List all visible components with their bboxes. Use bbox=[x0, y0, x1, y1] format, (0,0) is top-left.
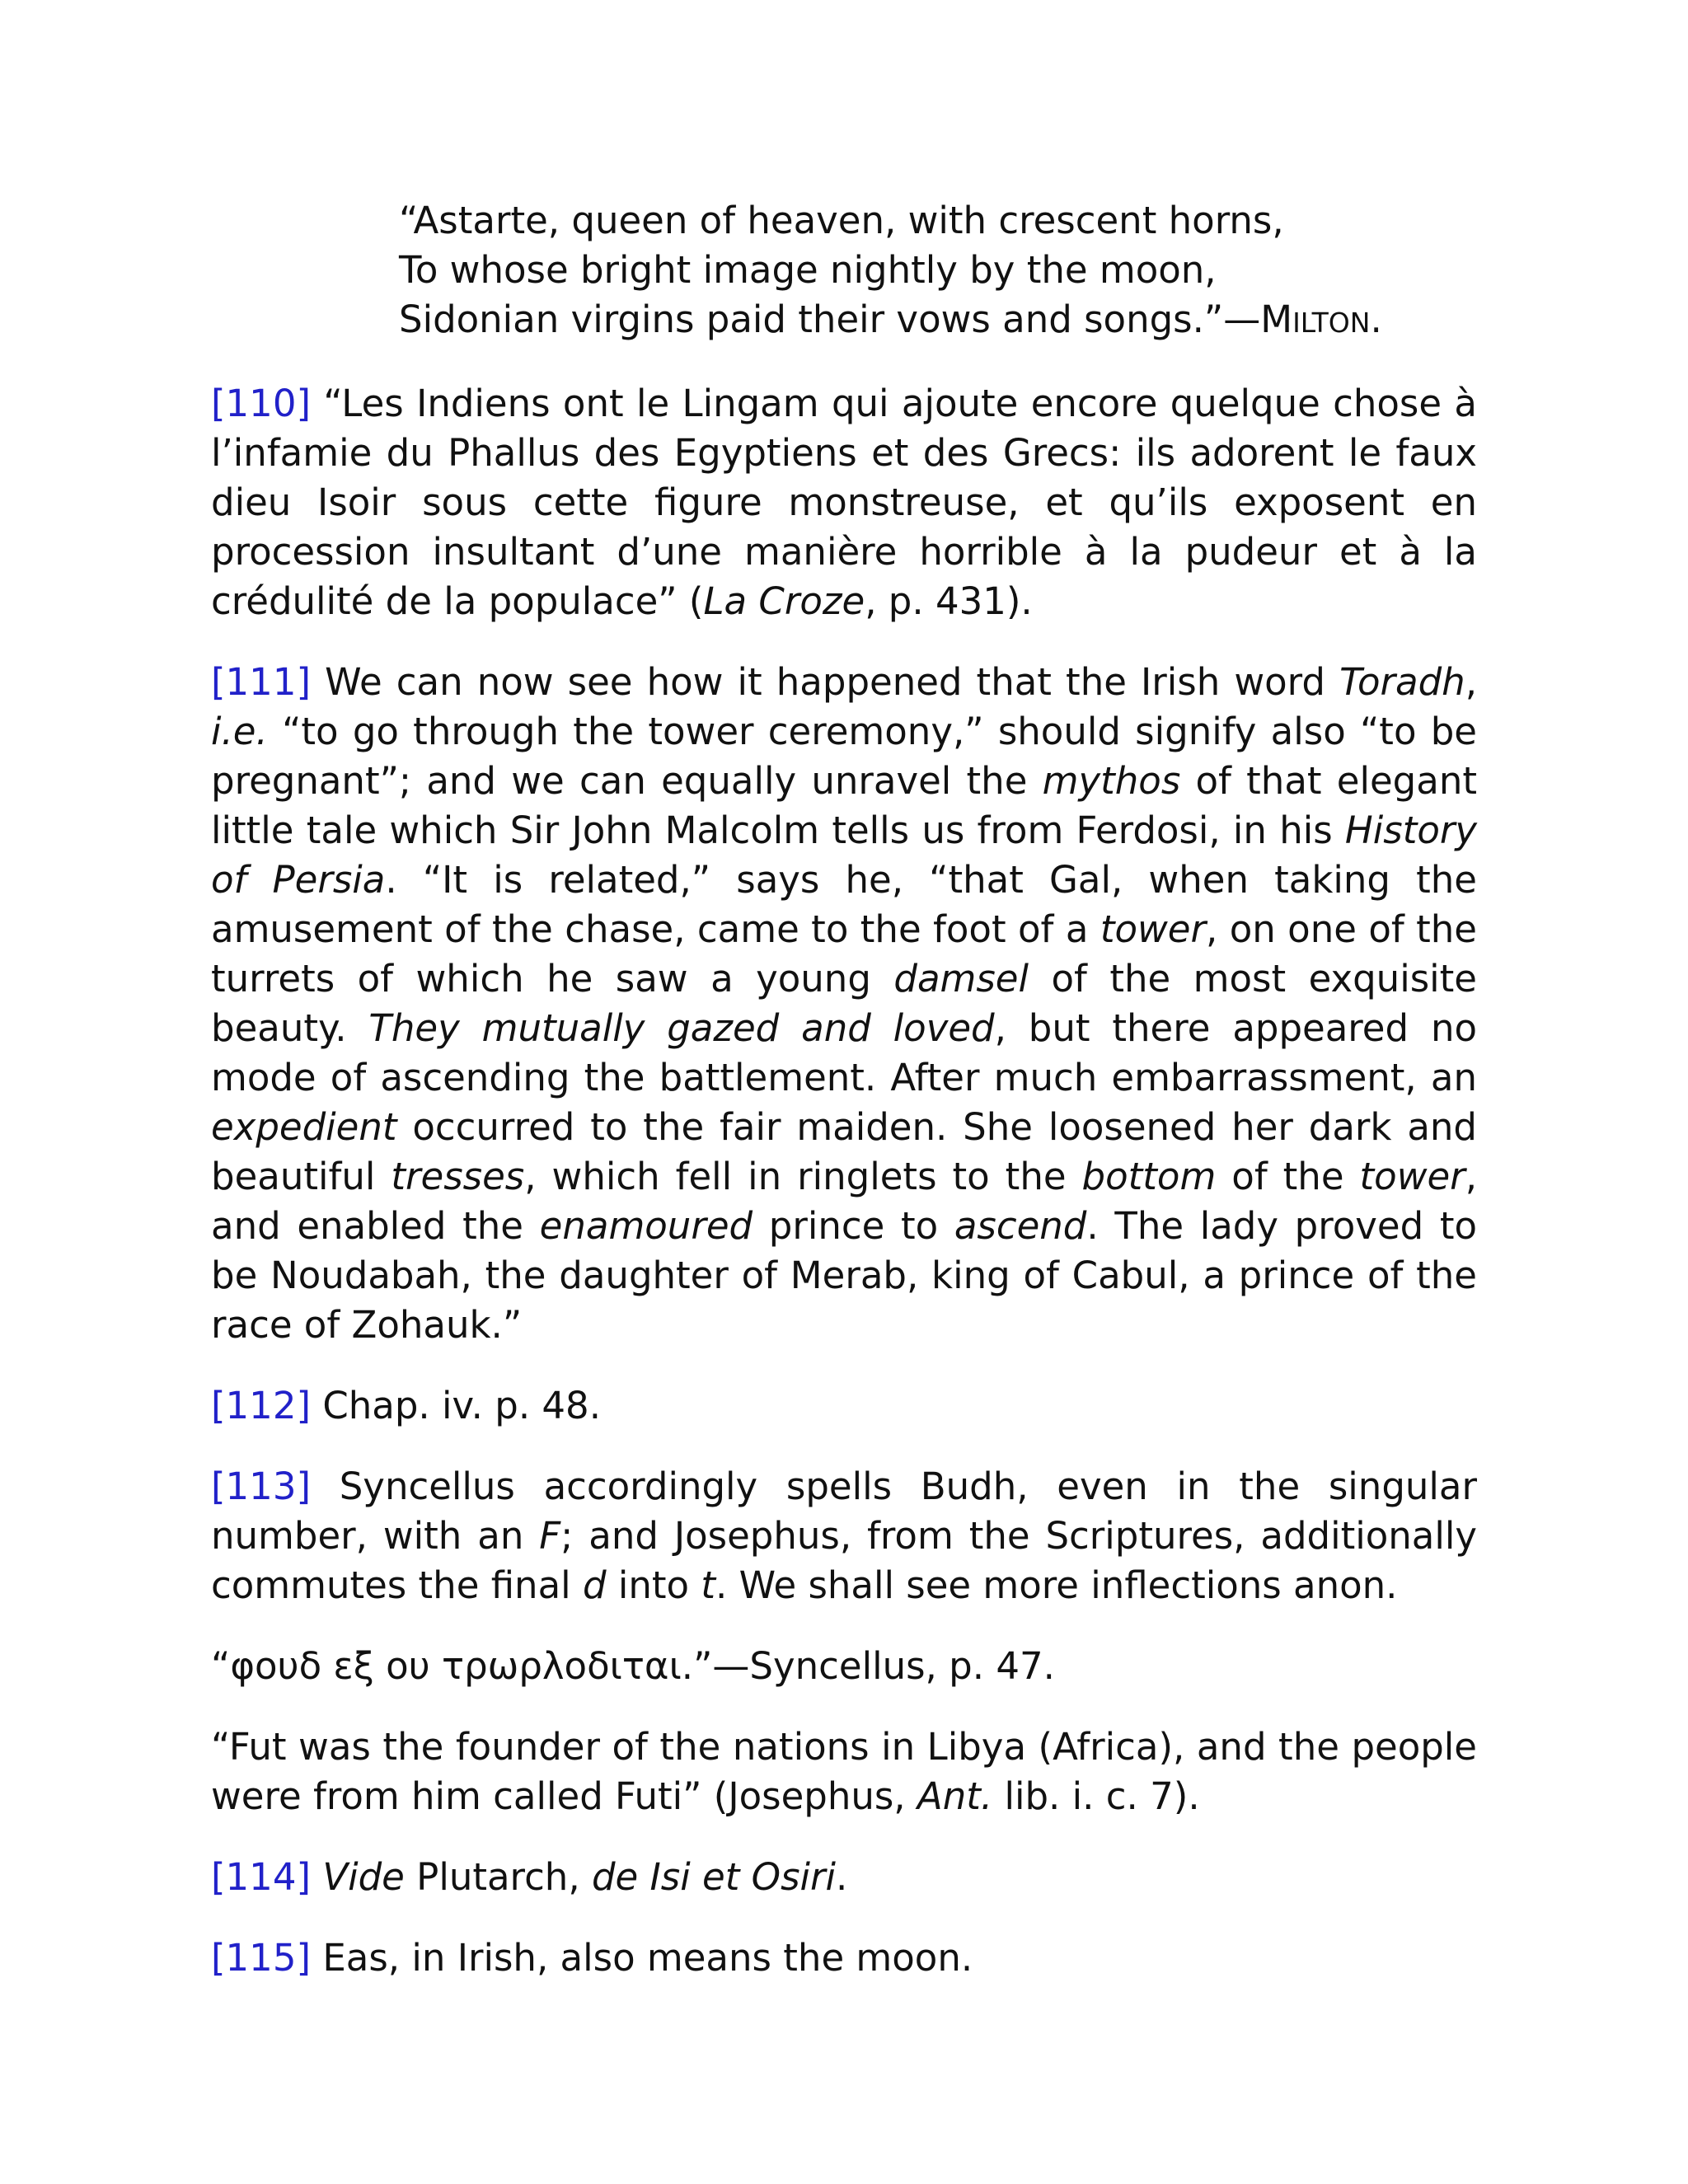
footnote-italic: Toradh bbox=[1339, 660, 1465, 704]
josephus-quote bbox=[211, 1722, 1477, 1821]
footnote-italic: i.e. bbox=[211, 710, 268, 753]
footnote-italic: de Isi et Osiri bbox=[591, 1855, 837, 1899]
footnote-text bbox=[311, 1855, 322, 1899]
footnote-text: . bbox=[836, 1855, 848, 1899]
footnote-italic: bottom bbox=[1081, 1155, 1217, 1198]
footnote-italic: Ant. bbox=[917, 1774, 993, 1818]
footnote-text: lib. i. c. 7). bbox=[992, 1774, 1200, 1818]
footnote-ref-111[interactable]: [111] bbox=[211, 660, 312, 704]
footnote-text: of that elegant little tale which Sir John Malcolm tells us from Ferdosi, in his bbox=[211, 759, 1477, 852]
poem-line-text: Sidonian virgins paid their vows and songs.”— bbox=[399, 298, 1261, 341]
footnote-ref-110[interactable]: [110] bbox=[211, 382, 312, 425]
footnote-text: , and enabled the bbox=[211, 1155, 1477, 1248]
footnote-110 bbox=[211, 379, 1477, 626]
footnote-text: of the bbox=[1216, 1155, 1360, 1198]
footnote-text: . “It is related,” says he, “that Gal, when taking the amusement of the chase, came to the foot of a bbox=[211, 858, 1477, 951]
footnote-ref-115[interactable]: [115] bbox=[211, 1936, 312, 1980]
footnote-114 bbox=[211, 1853, 1477, 1902]
footnote-text: Chap. iv. p. 48. bbox=[311, 1384, 601, 1427]
footnote-text: . We shall see more inflections anon. bbox=[715, 1563, 1398, 1607]
footnote-italic: ascend bbox=[954, 1204, 1087, 1248]
footnote-ref-112[interactable]: [112] bbox=[211, 1384, 312, 1427]
footnote-italic: enamoured bbox=[539, 1204, 753, 1248]
footnote-text: Eas, in Irish, also means the moon. bbox=[311, 1936, 973, 1980]
footnote-italic: mythos bbox=[1042, 759, 1181, 803]
footnote-text: , p. 431). bbox=[865, 579, 1033, 623]
footnote-italic: t bbox=[701, 1563, 715, 1607]
footnote-text: ; and Josephus, from the Scriptures, additionally commutes the final bbox=[211, 1514, 1477, 1607]
footnote-113 bbox=[211, 1462, 1477, 1610]
footnote-text: prince to bbox=[753, 1204, 954, 1248]
footnote-italic: tower bbox=[1100, 907, 1206, 951]
attribution-end: . bbox=[1370, 298, 1382, 341]
footnote-italic: La Croze bbox=[703, 579, 865, 623]
footnote-italic: F bbox=[539, 1514, 561, 1558]
footnote-115 bbox=[211, 1933, 1477, 1983]
footnote-italic: damsel bbox=[893, 957, 1029, 1001]
footnote-111 bbox=[211, 658, 1477, 1350]
poem-line: “Astarte, queen of heaven, with crescent horns, bbox=[399, 199, 1284, 242]
footnote-italic: d bbox=[582, 1563, 607, 1607]
footnote-text: . The lady proved to be Noudabah, the daughter of Merab, king of Cabul, a prince of the race of Zohauk.” bbox=[211, 1204, 1478, 1347]
footnote-text: We can now see how it happened that the Irish word bbox=[311, 660, 1340, 704]
greek-quote-text: “φουδ εξ ου τρωρλοδιται.”—Syncellus, p. 47. bbox=[211, 1644, 1055, 1688]
footnote-text: , but there appeared no mode of ascending the battlement. After much embarrassment, an bbox=[211, 1006, 1477, 1099]
footnote-text: Plutarch, bbox=[404, 1855, 592, 1899]
footnote-text: , bbox=[1465, 660, 1477, 704]
footnote-text: occurred to the fair maiden. She loosened her dark and beautiful bbox=[211, 1105, 1477, 1198]
footnote-text: of the most exquisite beauty. bbox=[211, 957, 1477, 1050]
footnote-italic: tower bbox=[1359, 1155, 1465, 1198]
attribution-cap: M bbox=[1260, 298, 1293, 341]
footnote-text: “Fut was the founder of the nations in Libya (Africa), and the people were from him called Futi” (Josephus, bbox=[211, 1725, 1477, 1818]
footnote-italic: tresses bbox=[391, 1155, 525, 1198]
attribution-small-caps: ILTON bbox=[1292, 307, 1371, 339]
footnote-italic: expedient bbox=[211, 1105, 397, 1149]
footnote-text: Syncellus accordingly spells Budh, even in the singular number, with an bbox=[211, 1465, 1477, 1558]
footnote-text: “Les Indiens ont le Lingam qui ajoute encore quelque chose à l’infamie du Phallus des Egyptiens et des Grecs: ils adorent le faux dieu Isoir sous cette figure monstreuse, et qu’ils exposent en procession insultant d’une manière horrible à la pudeur et à la crédulité de la populace” ( bbox=[211, 382, 1477, 623]
footnote-112 bbox=[211, 1381, 1477, 1431]
poem-line bbox=[399, 295, 1477, 348]
footnote-italic: They mutually gazed and loved bbox=[368, 1006, 995, 1050]
footnote-italic: History of Persia bbox=[211, 808, 1477, 902]
footnote-text: into bbox=[606, 1563, 701, 1607]
greek-quote bbox=[211, 1642, 1477, 1691]
poem-quote bbox=[211, 196, 1477, 348]
footnote-text: “to go through the tower ceremony,” should signify also “to be pregnant”; and we can equally unravel the bbox=[211, 710, 1477, 803]
footnote-ref-114[interactable]: [114] bbox=[211, 1855, 312, 1899]
footnote-italic: Vide bbox=[322, 1855, 405, 1899]
footnote-text: , on one of the turrets of which he saw a young bbox=[211, 907, 1477, 1001]
footnote-text: , which fell in ringlets to the bbox=[524, 1155, 1082, 1198]
poem-line: To whose bright image nightly by the moon, bbox=[399, 248, 1217, 292]
footnote-ref-113[interactable]: [113] bbox=[211, 1465, 312, 1508]
